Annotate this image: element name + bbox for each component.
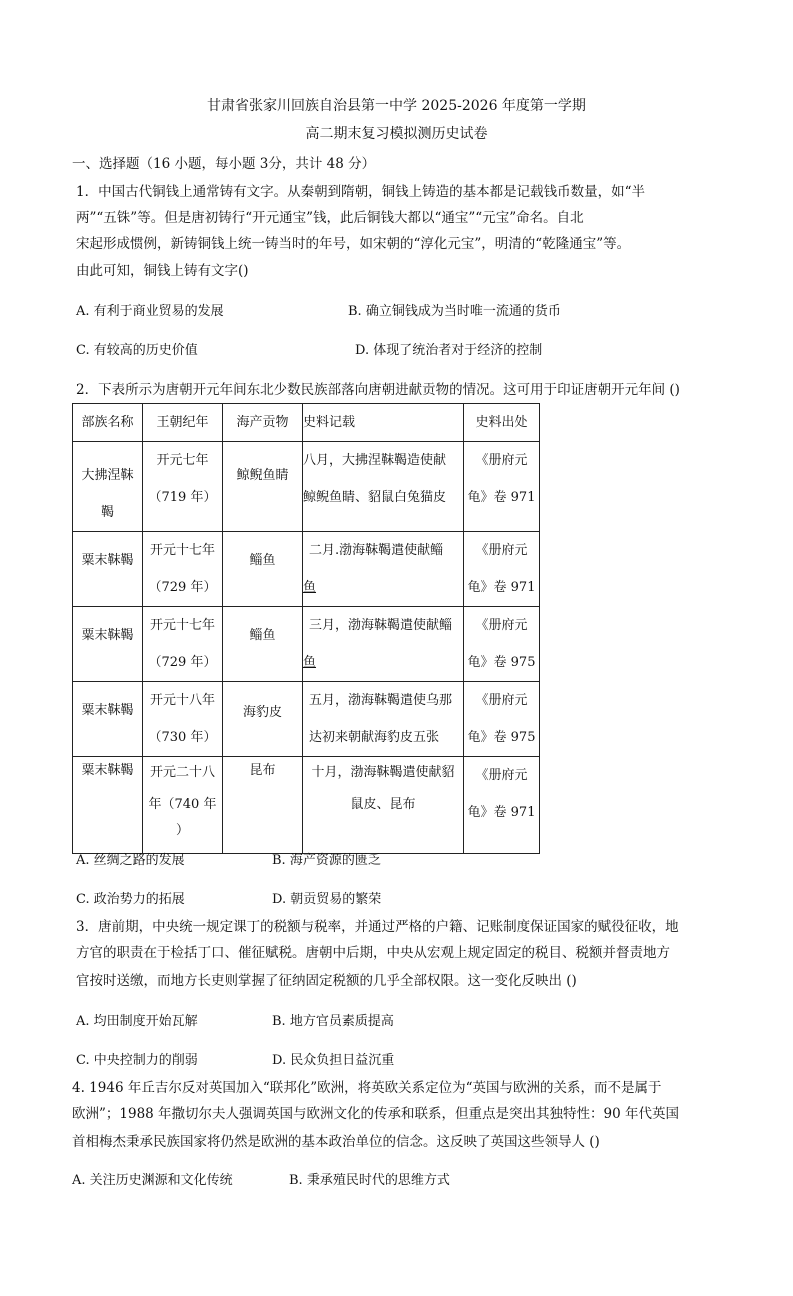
tribe-cell: 粟末靺鞨 xyxy=(81,553,134,568)
q4-option-a[interactable]: A. 关注历史渊源和文化传统 xyxy=(72,1173,233,1188)
tribute-cell: 鲻鱼 xyxy=(249,628,276,643)
table-header: 王朝纪年 xyxy=(156,415,209,430)
q4-line-3: 首相梅杰秉承民族国家将仍然是欧洲的基本政治单位的信念。这反映了英国这些领导人 () xyxy=(72,1134,600,1150)
q2-stem: 2．下表所示为唐朝开元年间东北少数民族部落向唐朝进献贡物的情况。这可用于印证唐朝开元年间 () xyxy=(76,382,680,398)
tribute-cell: 鲻鱼 xyxy=(249,553,276,568)
q1-option-d[interactable]: D. 体现了统治者对于经济的控制 xyxy=(355,343,543,358)
exam-paper-title: 高二期末复习模拟测历史试卷 xyxy=(305,126,488,142)
q3-option-a[interactable]: A. 均田制度开始瓦解 xyxy=(76,1014,198,1029)
year-cell: 开元十七年 （729 年） xyxy=(148,543,217,595)
table-row xyxy=(73,682,540,757)
table-row xyxy=(73,532,540,607)
tribe-cell: 大拂涅靺 鞨 xyxy=(81,468,134,520)
table-row xyxy=(73,607,540,682)
q2-option-c[interactable]: C. 政治势力的拓展 xyxy=(76,892,185,907)
q1-line-3: 宋起形成惯例，新铸铜钱上统一铸当时的年号，如宋朝的“淳化元宝”，明清的“乾隆通宝”等。 xyxy=(76,236,631,252)
year-cell: 开元十七年 （729 年） xyxy=(148,618,217,670)
q2-option-b[interactable]: B. 海产资源的匮乏 xyxy=(272,853,381,868)
q4-option-b[interactable]: B. 秉承殖民时代的思维方式 xyxy=(289,1173,450,1188)
q4-line-2: 欧洲”；1988 年撒切尔夫人强调英国与欧洲文化的传承和联系，但重点是突出其独特性：90 年代英国 xyxy=(72,1106,680,1122)
table-header-row xyxy=(73,404,540,442)
tribute-cell: 鲸鲵鱼睛 xyxy=(236,468,289,483)
tribe-cell: 粟末靺鞨 xyxy=(81,703,134,718)
section-heading: 一、选择题（16 小题，每小题 3分，共计 48 分） xyxy=(72,156,376,172)
record-cell: 三月，渤海靺鞨遣使献鲻 鱼 xyxy=(303,618,453,670)
source-cell: 《册府元 龟》卷 975 xyxy=(467,693,536,745)
q2-option-d[interactable]: D. 朝贡贸易的繁荣 xyxy=(272,892,382,907)
record-cell: 十月，渤海靺鞨遣使献貂 鼠皮、昆布 xyxy=(311,765,455,812)
q1-line-1: 1．中国古代铜钱上通常铸有文字。从秦朝到隋朝，铜钱上铸造的基本都是记载钱币数量，如“半 xyxy=(76,184,645,200)
table-header: 部族名称 xyxy=(81,415,134,430)
record-cell: 八月，大拂涅靺鞨造使献 鲸鲵鱼睛、貂鼠白兔猫皮 xyxy=(303,453,447,505)
source-cell: 《册府元 龟》卷 975 xyxy=(467,618,536,670)
q2-option-a[interactable]: A. 丝绸之路的发展 xyxy=(76,853,185,868)
tribe-cell: 粟末靺鞨 xyxy=(81,628,134,643)
q1-option-b[interactable]: B. 确立铜钱成为当时唯一流通的货币 xyxy=(348,304,561,319)
table-row xyxy=(73,757,540,854)
q3-option-b[interactable]: B. 地方官员素质提高 xyxy=(272,1014,394,1029)
q1-line-4: 由此可知，铜钱上铸有文字() xyxy=(76,263,249,279)
q3-option-d[interactable]: D. 民众负担日益沉重 xyxy=(272,1053,395,1068)
table-header: 史料记载 xyxy=(303,415,356,430)
q1-option-a[interactable]: A. 有利于商业贸易的发展 xyxy=(76,304,224,319)
source-cell: 《册府元 龟》卷 971 xyxy=(467,768,536,820)
year-cell: 开元二十八 年（740 年 ） xyxy=(148,765,217,838)
source-cell: 《册府元 龟》卷 971 xyxy=(467,453,536,505)
table-header: 史料出处 xyxy=(475,415,528,430)
year-cell: 开元十八年 （730 年） xyxy=(148,693,217,745)
record-cell: 五月，渤海靺鞨遣使乌那 达初来朝献海豹皮五张 xyxy=(309,693,453,745)
source-cell: 《册府元 龟》卷 971 xyxy=(467,543,536,595)
table-header: 海产贡物 xyxy=(236,415,289,430)
q3-line-3: 官按时送缴，而地方长吏则掌握了征纳固定税额的几乎全部权限。这一变化反映出 () xyxy=(76,973,577,989)
q3-line-1: 3．唐前期，中央统一规定课丁的税额与税率，并通过严格的户籍、记账制度保证国家的赋役征收，地 xyxy=(76,919,679,935)
tribe-cell: 粟末靺鞨 xyxy=(81,763,134,778)
record-cell: 二月.渤海靺鞨遣使献鲻 鱼 xyxy=(303,543,444,595)
table-row xyxy=(73,442,540,532)
tribute-table xyxy=(72,403,540,854)
q3-line-2: 方官的职责在于检括丁口、催征赋税。唐朝中后期，中央从宏观上规定固定的税目、税额并督责地方 xyxy=(76,945,670,961)
exam-school-title: 甘肃省张家川回族自治县第一中学 2025-2026 年度第一学期 xyxy=(207,98,586,114)
q1-line-2: 两”“五铢”等。但是唐初铸行“开元通宝”钱，此后铜钱大都以“通宝”“元宝”命名。自北 xyxy=(76,210,584,226)
q4-line-1: 4. 1946 年丘吉尔反对英国加入“联邦化”欧洲，将英欧关系定位为“英国与欧洲的关系，而不是属于 xyxy=(72,1080,662,1096)
tribute-cell: 海豹皮 xyxy=(242,705,282,720)
year-cell: 开元七年 （719 年） xyxy=(148,453,217,505)
tribute-cell: 昆布 xyxy=(249,763,276,778)
q3-option-c[interactable]: C. 中央控制力的削弱 xyxy=(76,1053,198,1068)
q1-option-c[interactable]: C. 有较高的历史价值 xyxy=(76,343,198,358)
